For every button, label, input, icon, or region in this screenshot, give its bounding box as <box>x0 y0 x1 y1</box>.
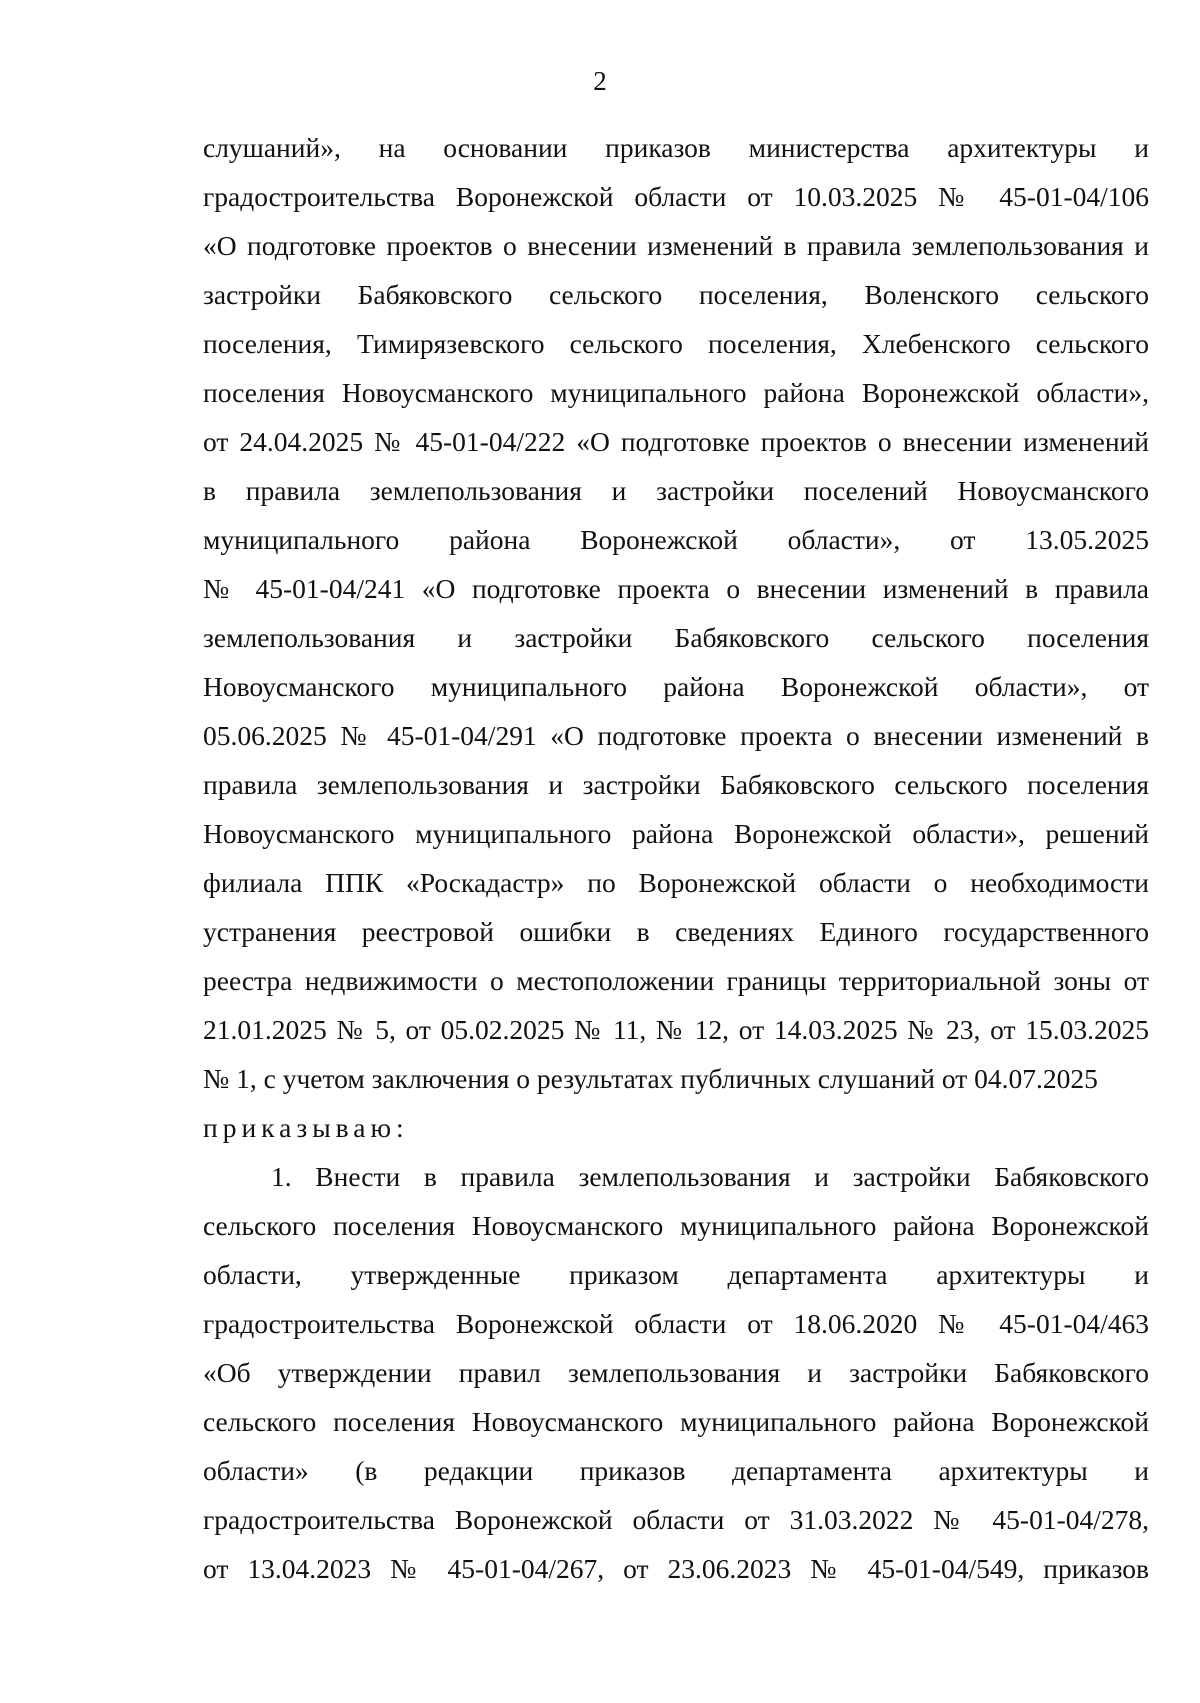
text-line: поселения Новоусманского муниципального района Воронежской области», <box>203 377 1149 408</box>
text-line: в правила землепользования и застройки поселений Новоусманского <box>203 475 1149 506</box>
text-line: правила землепользования и застройки Бабяковского сельского поселения <box>203 769 1149 800</box>
text-line: сельского поселения Новоусманского муниципального района Воронежской <box>203 1210 1149 1241</box>
paragraph-1-first-line: 1. Внести в правила землепользования и застройки Бабяковского <box>271 1161 1149 1192</box>
text-line: филиала ППК «Роскадастр» по Воронежской области о необходимости <box>203 867 1149 898</box>
text-line: Новоусманского муниципального района Воронежской области», от <box>203 671 1149 702</box>
text-line: 05.06.2025 № 45-01-04/291 «О подготовке проекта о внесении изменений в <box>203 720 1149 751</box>
text-line: землепользования и застройки Бабяковского сельского поселения <box>203 622 1149 653</box>
page-number: 2 <box>593 66 607 96</box>
text-line: слушаний», на основании приказов министерства архитектуры и <box>203 132 1149 163</box>
text-line: области» (в редакции приказов департамента архитектуры и <box>203 1455 1149 1486</box>
text-line: сельского поселения Новоусманского муниципального района Воронежской <box>203 1406 1149 1437</box>
text-line: «Об утверждении правил землепользования и застройки Бабяковского <box>203 1357 1149 1388</box>
text-line: Новоусманского муниципального района Воронежской области», решений <box>203 818 1149 849</box>
text-line: муниципального района Воронежской области», от 13.05.2025 <box>203 524 1149 555</box>
text-line: области, утвержденные приказом департамента архитектуры и <box>203 1259 1149 1290</box>
text-line: от 24.04.2025 № 45-01-04/222 «О подготовке проектов о внесении изменений <box>203 426 1149 457</box>
text-line: № 1, с учетом заключения о результатах публичных слушаний от 04.07.2025 <box>203 1063 1098 1094</box>
text-line: поселения, Тимирязевского сельского поселения, Хлебенского сельского <box>203 328 1149 359</box>
text-line: устранения реестровой ошибки в сведениях Единого государственного <box>203 916 1149 947</box>
text-line: реестра недвижимости о местоположении границы территориальной зоны от <box>203 965 1149 996</box>
text-line: градостроительства Воронежской области от 18.06.2020 № 45-01-04/463 <box>203 1308 1149 1339</box>
text-line: градостроительства Воронежской области от 10.03.2025 № 45-01-04/106 <box>203 181 1149 212</box>
text-line: от 13.04.2023 № 45-01-04/267, от 23.06.2023 № 45-01-04/549, приказов <box>203 1553 1149 1584</box>
text-line: «О подготовке проектов о внесении изменений в правила землепользования и <box>203 230 1149 261</box>
text-line: № 45-01-04/241 «О подготовке проекта о внесении изменений в правила <box>203 573 1149 604</box>
text-line: 21.01.2025 № 5, от 05.02.2025 № 11, № 12, от 14.03.2025 № 23, от 15.03.2025 <box>203 1014 1149 1045</box>
text-line: градостроительства Воронежской области от 31.03.2022 № 45-01-04/278, <box>203 1504 1149 1535</box>
order-keyword: приказываю: <box>203 1112 409 1143</box>
body-text <box>203 123 1149 1593</box>
text-line: застройки Бабяковского сельского поселения, Воленского сельского <box>203 279 1149 310</box>
